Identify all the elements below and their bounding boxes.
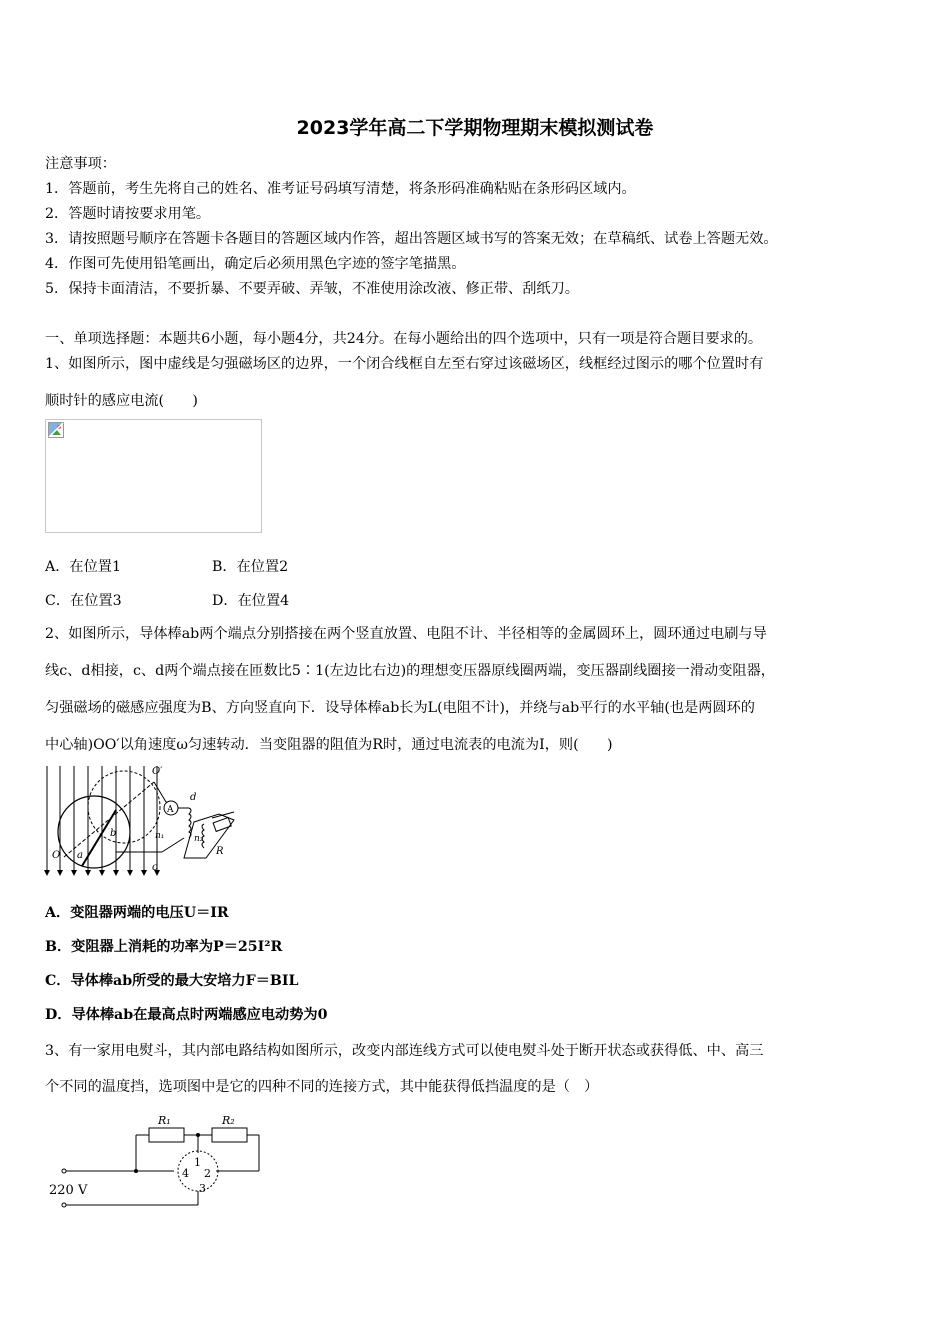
- q2-stem-line4: 中心轴)OO′以角速度ω匀速转动．当变阻器的阻值为R时，通过电流表的电流为I，则( ): [45, 737, 613, 753]
- label-n1: n₁: [155, 831, 165, 841]
- label-r: R: [216, 846, 224, 857]
- label-r1: R₁: [158, 1114, 171, 1127]
- label-n2: n₂: [194, 834, 204, 844]
- q2-option-d: D．导体棒ab在最高点时两端感应电动势为0: [45, 1007, 328, 1023]
- label-o: O: [52, 850, 61, 861]
- q2-stem-line3: 匀强磁场的磁感应强度为B、方向竖直向下．设导体棒ab长为L(电阻不计)，并绕与ab平行的水平轴(也是两圆环的: [45, 700, 755, 716]
- label-b: b: [110, 828, 117, 839]
- broken-image-icon: [48, 422, 64, 438]
- q3-stem-line1: 3、有一家用电熨斗，其内部电路结构如图所示，改变内部连线方式可以使电熨斗处于断开状态或获得低、中、高三: [45, 1043, 764, 1059]
- terminal-4: 4: [182, 1167, 189, 1180]
- label-d: d: [190, 792, 197, 803]
- q2-stem-line1: 2、如图所示，导体棒ab两个端点分别搭接在两个竖直放置、电阻不计、半径相等的金属圆环上，圆环通过电刷与导: [45, 626, 767, 642]
- page-title: 2023学年高二下学期物理期末模拟测试卷: [296, 117, 654, 139]
- label-c: c: [152, 862, 158, 873]
- notice-item-2: 2．答题时请按要求用笔。: [45, 206, 211, 222]
- q2-stem-line2: 线c、d相接，c、d两个端点接在匝数比5∶1(左边比右边)的理想变压器原线圈两端，变压器副线圈接一滑动变阻器，: [45, 663, 775, 679]
- q2-option-b: B．变阻器上消耗的功率为P＝25I²R: [45, 939, 283, 955]
- label-r2: R₂: [222, 1114, 235, 1127]
- ammeter-label: A: [167, 805, 174, 815]
- q3-figure-iron-circuit: [44, 1108, 269, 1213]
- q3-stem-line2: 个不同的温度挡，选项图中是它的四种不同的连接方式，其中能获得低挡温度的是（ ）: [45, 1079, 599, 1095]
- q1-option-c: C．在位置3: [45, 593, 122, 609]
- terminal-1: 1: [194, 1156, 201, 1169]
- q1-option-a: A．在位置1: [45, 559, 122, 575]
- q1-option-b: B．在位置2: [212, 559, 289, 575]
- notice-heading: 注意事项：: [45, 156, 116, 172]
- q2-option-c: C．导体棒ab所受的最大安培力F＝BIL: [45, 973, 299, 989]
- notice-item-4: 4．作图可先使用铅笔画出，确定后必须用黑色字迹的签字笔描黑。: [45, 256, 466, 272]
- notice-item-3: 3．请按照题号顺序在答题卡各题目的答题区域内作答，超出答题区域书写的答案无效；在草稿纸、试卷上答题无效。: [45, 231, 778, 247]
- label-o-prime: O′: [152, 766, 163, 777]
- terminal-2: 2: [204, 1167, 211, 1180]
- q1-stem-line2: 顺时针的感应电流( ): [45, 393, 198, 409]
- label-voltage: 220 V: [49, 1183, 88, 1198]
- q1-stem-line1: 1、如图所示，图中虚线是匀强磁场区的边界，一个闭合线框自左至右穿过该磁场区，线框经过图示的哪个位置时有: [45, 356, 764, 372]
- q1-option-d: D．在位置4: [212, 593, 290, 609]
- q1-figure-missing-image: [45, 419, 262, 533]
- q2-figure-rotating-rod-transformer: [44, 762, 249, 880]
- q2-option-a: A．变阻器两端的电压U＝IR: [45, 905, 229, 921]
- section-heading: 一、单项选择题：本题共6小题，每小题4分，共24分。在每小题给出的四个选项中，只有一项是符合题目要求的。: [45, 331, 763, 347]
- terminal-3: 3: [199, 1182, 206, 1195]
- notice-item-1: 1．答题前，考生先将自己的姓名、准考证号码填写清楚，将条形码准确粘贴在条形码区域内。: [45, 181, 636, 197]
- label-a: a: [77, 850, 83, 861]
- notice-item-5: 5．保持卡面清洁，不要折暴、不要弄破、弄皱，不准使用涂改液、修正带、刮纸刀。: [45, 281, 579, 297]
